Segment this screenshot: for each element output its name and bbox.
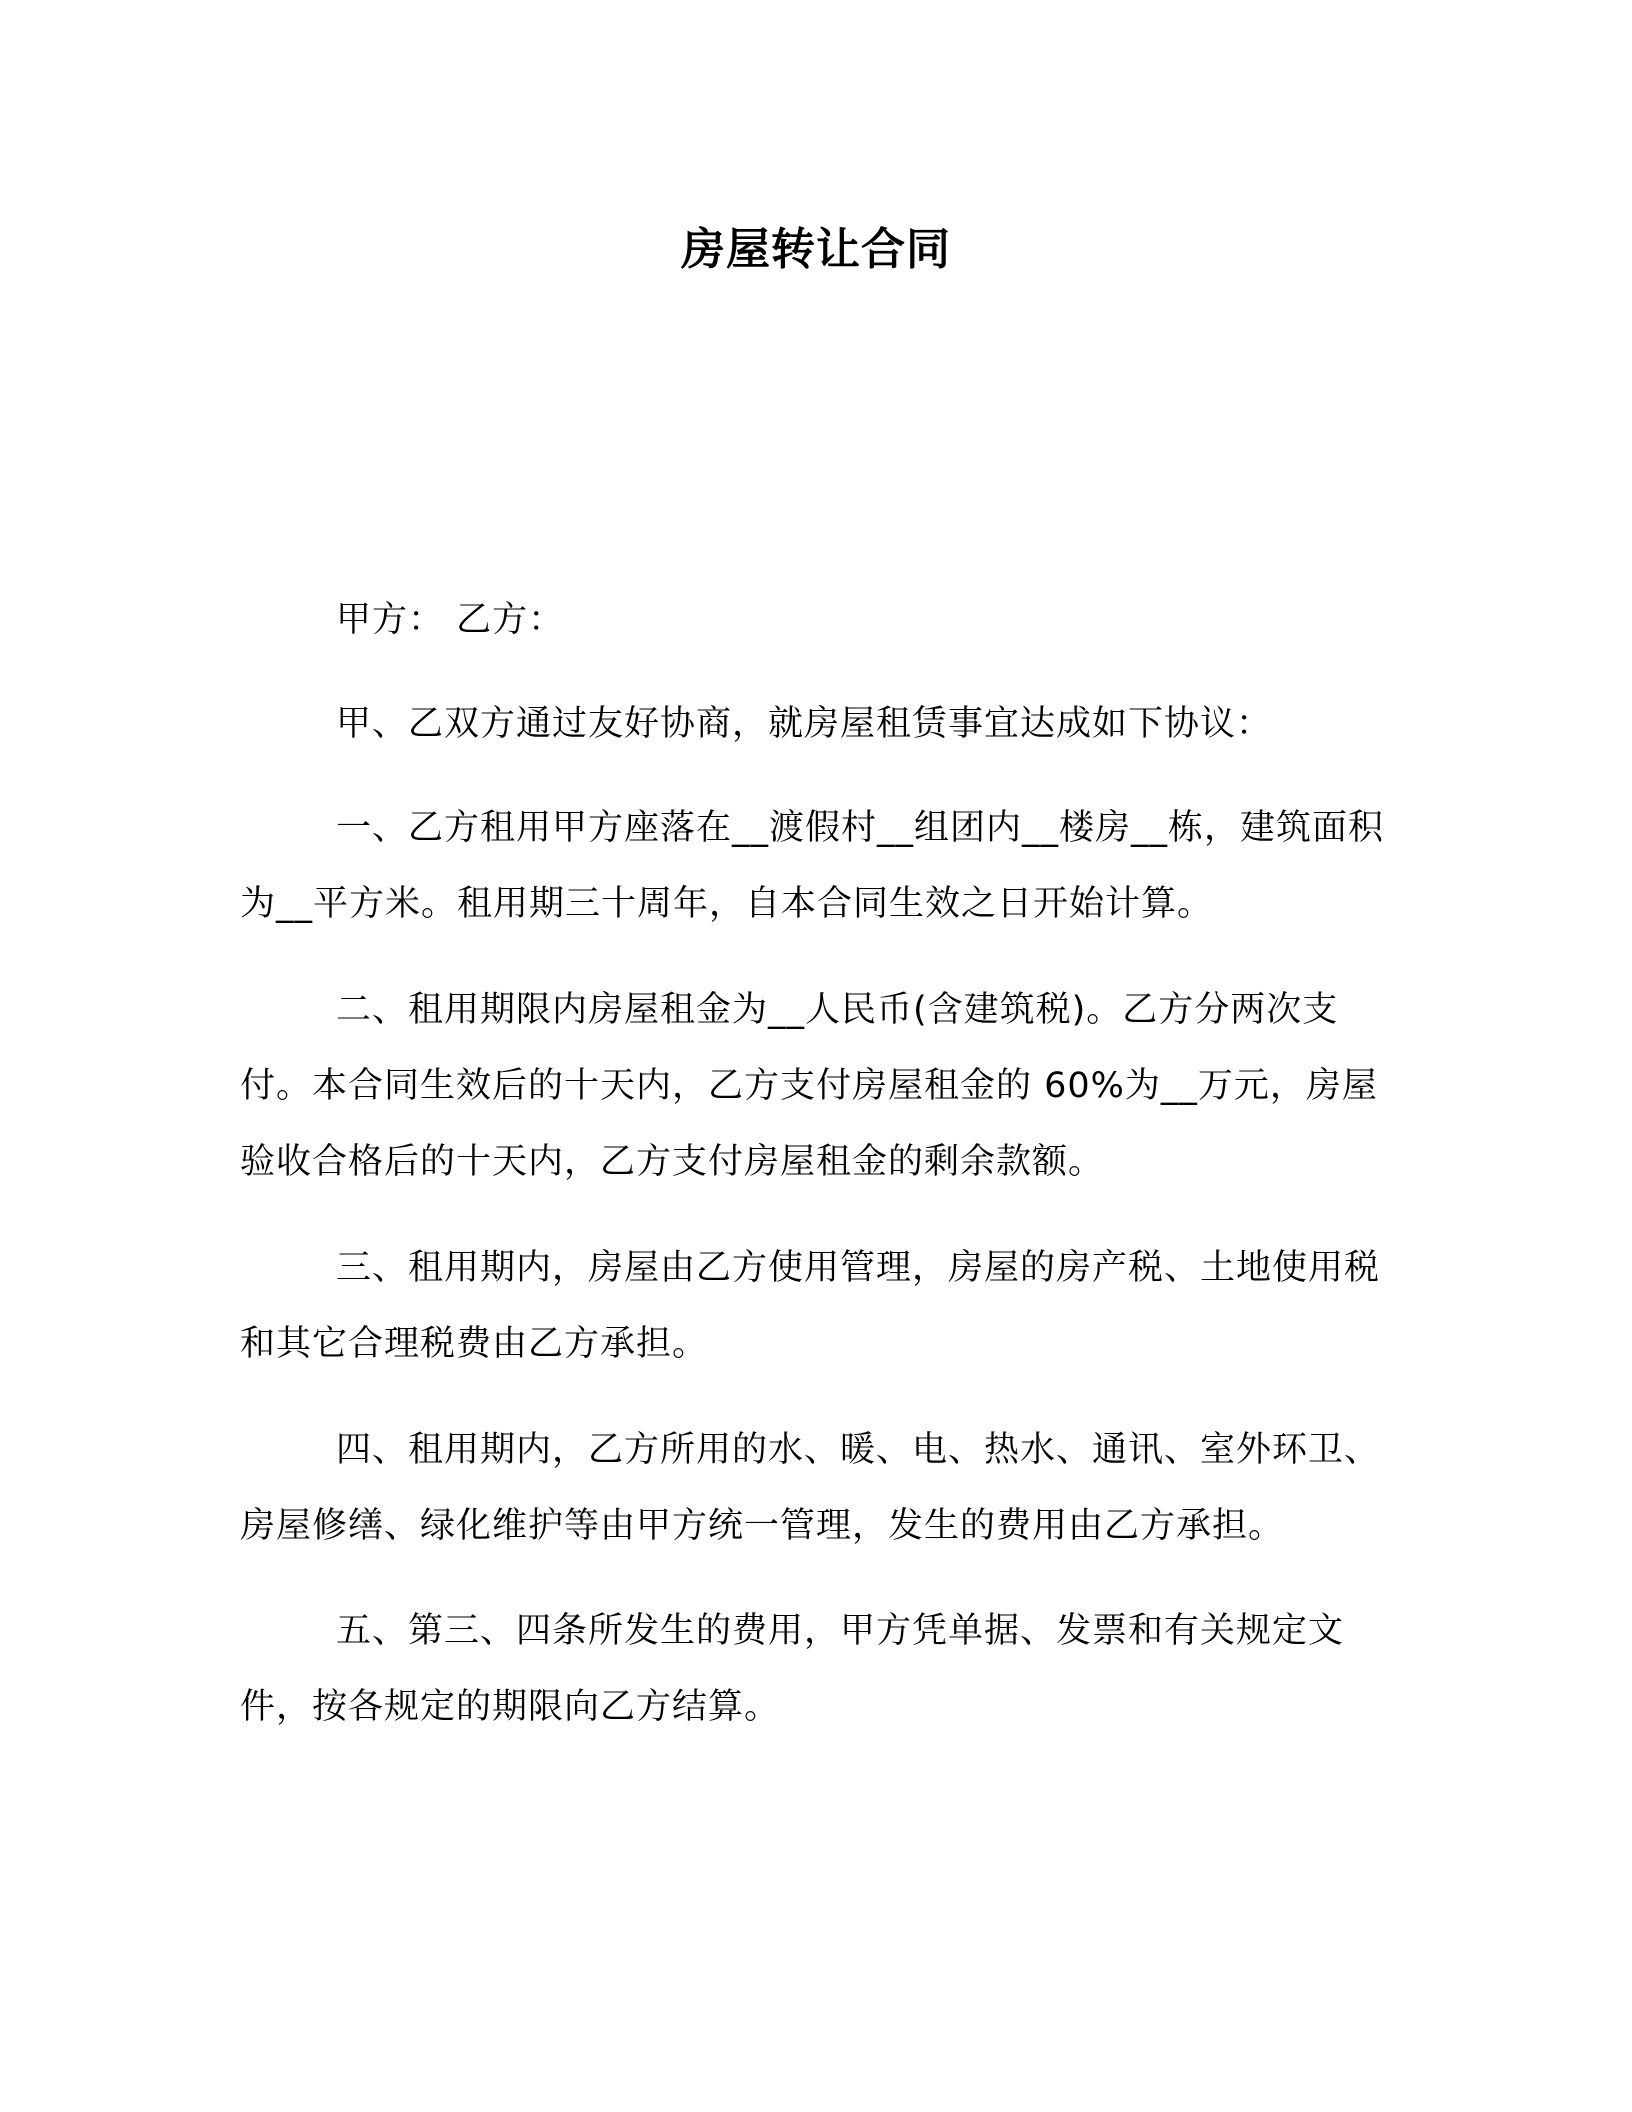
article-1-text: 一、乙方租用甲方座落在__渡假村__组团内__楼房__栋，建筑面积为__平方米。租用期三十周年，自本合同生效之日开始计算。 [240, 808, 1385, 924]
article-2 [240, 972, 1394, 1200]
article-4 [240, 1412, 1394, 1564]
article-3-text: 三、租用期内，房屋由乙方使用管理，房屋的房产税、土地使用税和其它合理税费由乙方承担。 [240, 1248, 1381, 1364]
document-title: 房屋转让合同 [681, 224, 951, 275]
intro-paragraph [240, 686, 1394, 762]
intro-text: 甲、乙双方通过友好协商，就房屋租赁事宜达成如下协议： [336, 704, 1273, 744]
article-1 [240, 790, 1394, 942]
parties-text: 甲方： 乙方： [336, 600, 565, 640]
article-4-text: 四、租用期内，乙方所用的水、暖、电、热水、通讯、室外环卫、房屋修缮、绿化维护等由甲方统一管理，发生的费用由乙方承担。 [240, 1430, 1381, 1546]
article-2-text: 二、租用期限内房屋租金为__人民币(含建筑税)。乙方分两次支付。本合同生效后的十天内，乙方支付房屋租金的 60%为__万元，房屋验收合格后的十天内，乙方支付房屋租金的剩余款额。 [240, 990, 1378, 1182]
parties-line [240, 582, 1394, 658]
article-3 [240, 1230, 1394, 1382]
article-5-text: 五、第三、四条所发生的费用，甲方凭单据、发票和有关规定文件，按各规定的期限向乙方结算。 [240, 1611, 1345, 1727]
article-5 [240, 1593, 1394, 1745]
